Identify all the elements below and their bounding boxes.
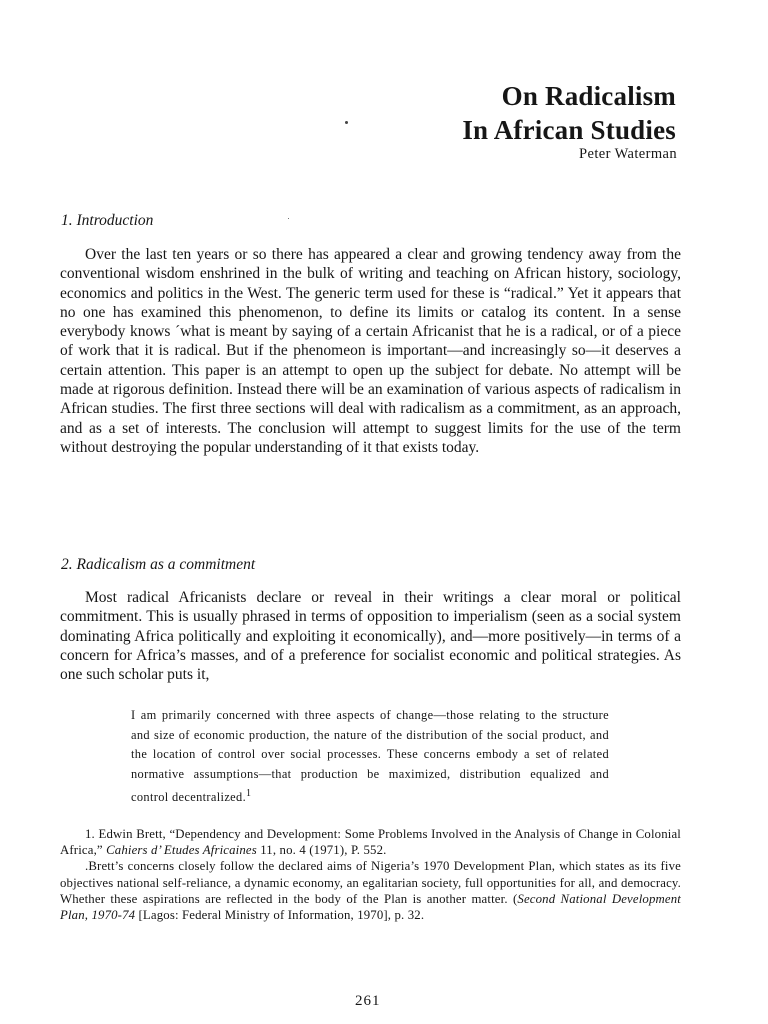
footnote-2	[60, 858, 681, 923]
scan-speck	[345, 121, 348, 124]
commitment-text: Most radical Africanists declare or reveal in their writings a clear moral or political commitment. This is usually phrased in terms of opposition to imperialism (seen as a social system dominating Africa politically and exploiting it economically), and—more positively—in terms of a concern for Africa’s masses, and of a preference for socialist economic and political strategies. As one such scholar puts it,	[60, 589, 681, 684]
block-quote-text: I am primarily concerned with three aspects of change—those relating to the structure and size of economic production, the nature of the distribution of the social product, and the location of control over social processes. These concerns embody a set of related normative assumptions—that production be maximized, distribution equalized and control decentralized.	[131, 708, 609, 805]
footnote-2-text: .Brett’s concerns closely follow the declared aims of Nigeria’s 1970 Development Plan, which states as its five objectives national self-reliance, a dynamic economy, an egalitarian society, full opportunities for all, and democracy. Whether these aspirations are reflected in the body of the Plan is another matter. (	[60, 859, 681, 906]
commitment-paragraph	[60, 588, 681, 684]
footnote-1-citation: 11, no. 4 (1971), P. 552.	[256, 843, 387, 858]
article-title-line-1: On Radicalism	[501, 81, 676, 111]
footnote-2-plan-title: Second National Development Plan, 1970-74	[60, 891, 681, 923]
introduction-paragraph	[60, 245, 681, 457]
scan-speck	[288, 218, 289, 219]
footnote-1-journal: Cahiers d’ Etudes Africaines	[106, 843, 257, 858]
section-heading-introduction: 1. Introduction	[61, 212, 154, 229]
footnote-1-text: 1. Edwin Brett, “Dependency and Development: Some Problems Involved in the Analysis of Change in Colonial Africa,”	[60, 827, 681, 858]
footnote-1	[60, 826, 681, 858]
block-quote	[131, 706, 609, 808]
introduction-text: Over the last ten years or so there has appeared a clear and growing tendency away from the conventional wisdom enshrined in the bulk of writing and teaching on African history, sociology, economics and politics in the West. The generic term used for these is “radical.” Yet it appears that no one has examined this phenomenon, to define its limits or catalog its content. In a sense everybody knows ´what is meant by saying of a certain Africanist that he is a radical, or of a piece of work that it is radical. But if the phenomeon is important—and increasingly so—it deserves a certain attention. This paper is an attempt to open up the subject for debate. No attempt will be made at rigorous definition. Instead there will be an examination of various aspects of radicalism in African studies. The first three sections will deal with radicalism as a commitment, as an approach, and as a set of interests. The conclusion will attempt to suggest limits for the use of the term without destroying the popular understanding of it that exists today.	[60, 246, 681, 456]
section-heading-commitment: 2. Radicalism as a commitment	[61, 556, 256, 573]
article-title-line-2: In African Studies	[462, 115, 676, 145]
footnote-mark: 1	[246, 788, 252, 799]
page-number: 261	[355, 993, 381, 1009]
footnote-2-citation: [Lagos: Federal Ministry of Information, 1970], p. 32.	[135, 908, 425, 923]
author-name: Peter Waterman	[579, 146, 677, 162]
footnotes	[60, 826, 681, 923]
